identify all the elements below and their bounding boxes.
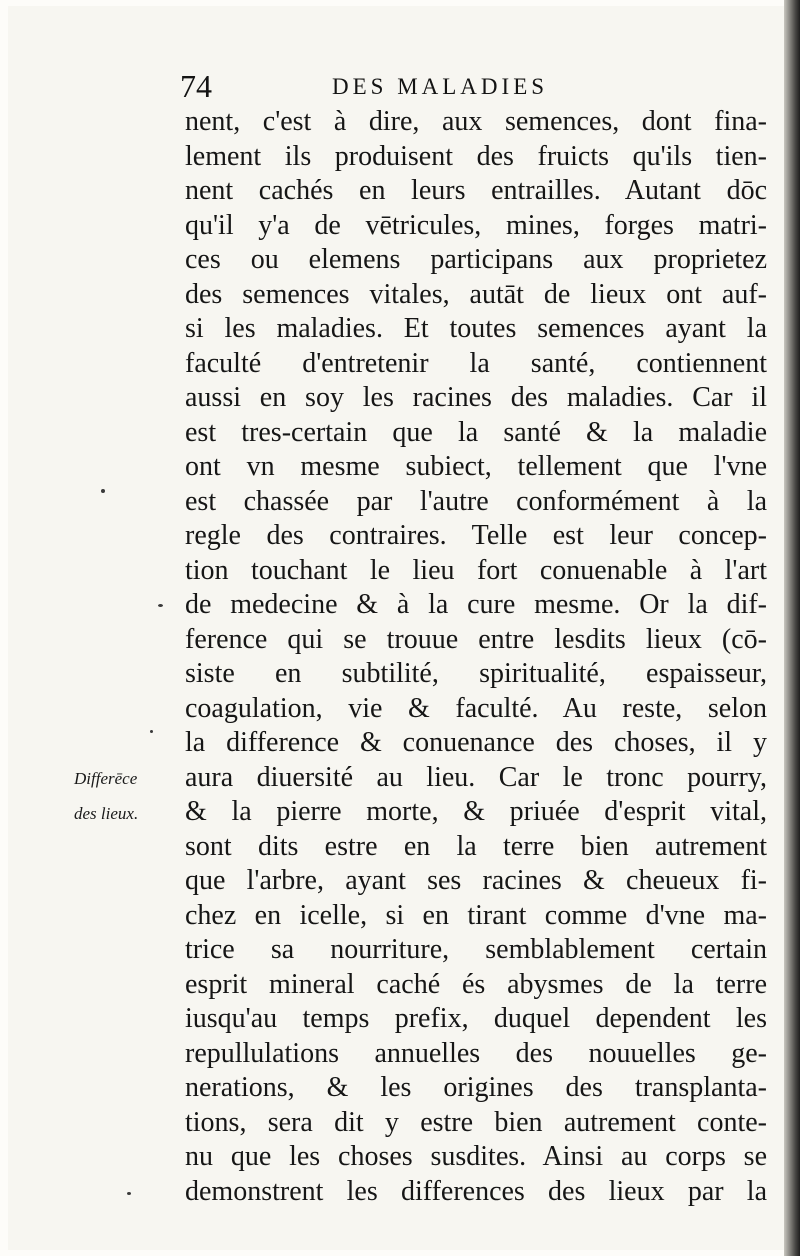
marginal-note-line: Differēce [74,769,138,788]
text-line: est tres-certain que la santé & la maladie [185,416,767,448]
text-line: si les maladies. Et toutes semences ayant la [185,313,767,344]
ink-speck [158,604,163,607]
text-line: aura diuersité au lieu. Car le tronc pourry, [185,761,767,793]
text-line: de medecine & à la cure mesme. Or la dif- [185,589,767,620]
text-line: tions, sera dit y estre bien autrement conte- [185,1106,767,1138]
binding-gutter [784,0,800,1256]
text-line: nerations, & les origines des transplanta- [185,1072,767,1103]
running-head [180,68,740,108]
text-line: coagulation, vie & faculté. Au reste, selon [185,692,767,724]
ink-speck [127,1192,131,1195]
text-line: nent, c'est à dire, aux semences, dont fina- [185,106,767,137]
text-line: faculté d'entretenir la santé, contiennent [185,347,767,379]
running-title: DES MALADIES [332,74,549,99]
marginal-note-line: des lieux. [74,803,139,823]
text-line: ference qui se trouue entre lesdits lieux (cō- [185,623,767,655]
text-line: ces ou elemens participans aux proprietez [185,244,767,275]
marginal-note [74,762,184,831]
text-line: demonstrent les differences des lieux par la [185,1175,767,1207]
text-line: sont dits estre en la terre bien autrement [185,830,767,862]
text-line: la difference & conuenance des choses, il y [185,727,767,758]
text-line: iusqu'au temps prefix, duquel dependent les [185,1003,767,1034]
ink-speck [150,730,153,733]
text-line: trice sa nourriture, semblablement certain [185,934,767,965]
text-line: est chassée par l'autre conformément à la [185,485,767,517]
text-line: lement ils produisent des fruicts qu'ils tien- [185,140,767,172]
text-line: esprit mineral caché és abysmes de la terre [185,968,767,1000]
text-line: repullulations annuelles des nouuelles ge- [185,1037,767,1069]
text-line: ont vn mesme subiect, tellement que l'vne [185,451,767,482]
text-line: siste en subtilité, spiritualité, espaisseur, [185,658,767,689]
text-line: nu que les choses susdites. Ainsi au corps se [185,1141,767,1172]
text-line: que l'arbre, ayant ses racines & cheueux fi- [185,865,767,896]
text-line: aussi en soy les racines des maladies. Car il [185,382,767,413]
text-line: regle des contraires. Telle est leur concep- [185,520,767,551]
text-line: des semences vitales, autāt de lieux ont auf- [185,278,767,310]
text-line: tion touchant le lieu fort conuenable à l'art [185,554,767,586]
text-line: qu'il y'a de vētricules, mines, forges matri- [185,209,767,241]
text-line: chez en icelle, si en tirant comme d'vne ma- [185,899,767,931]
page-number: 74 [180,68,212,104]
ink-speck [101,489,105,493]
text-line: nent cachés en leurs entrailles. Autant dōc [185,175,767,206]
body-text [185,105,767,1209]
text-line: & la pierre morte, & priuée d'esprit vital, [185,796,767,827]
